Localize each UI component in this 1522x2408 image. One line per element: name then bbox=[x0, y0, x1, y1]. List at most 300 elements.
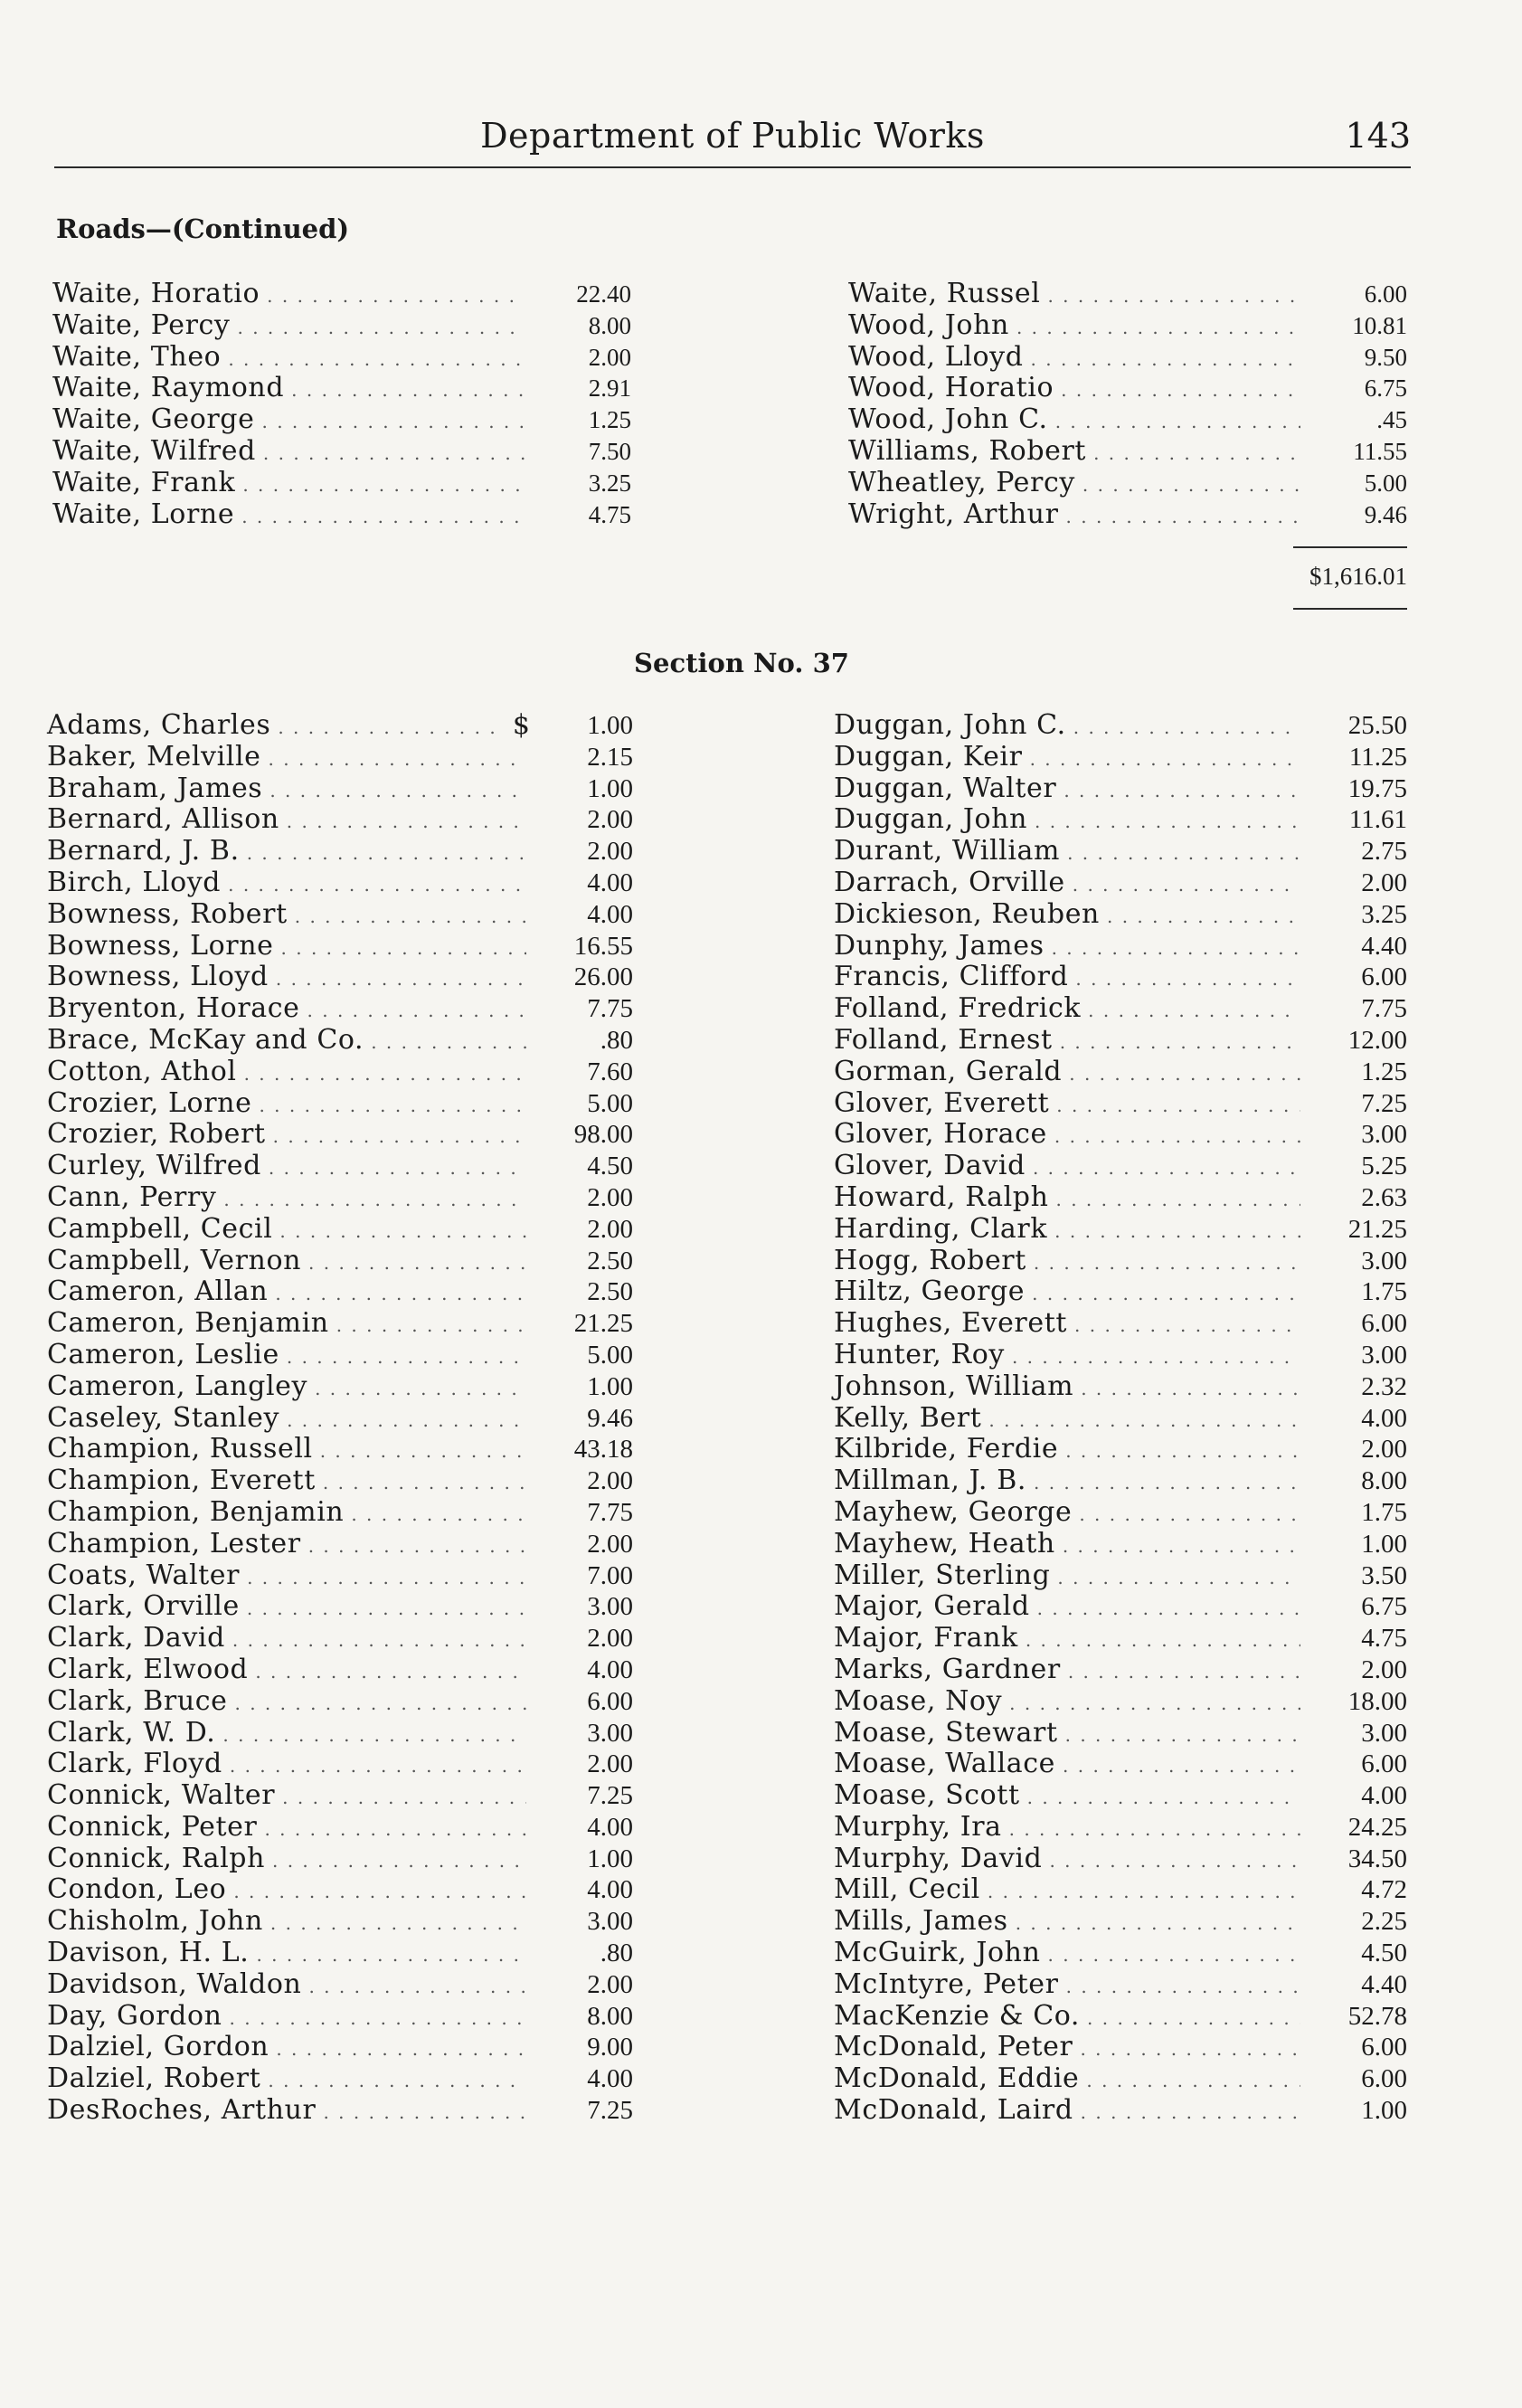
ledger-entry bbox=[834, 1497, 1407, 1529]
payee-name: Bowness, Lorne bbox=[47, 929, 274, 962]
payment-amount: 1.00 bbox=[1361, 1529, 1407, 1559]
ledger-entry bbox=[834, 1434, 1407, 1465]
payee-name: Cameron, Allan bbox=[47, 1275, 269, 1308]
ledger-entry bbox=[47, 1591, 633, 1623]
payment-amount: 2.00 bbox=[1361, 1654, 1407, 1684]
payee-name: Folland, Fredrick bbox=[834, 992, 1082, 1025]
ledger-entry bbox=[834, 1119, 1407, 1151]
dot-leader bbox=[256, 1939, 526, 1971]
payee-name: Major, Frank bbox=[834, 1622, 1018, 1654]
payment-amount: 6.75 bbox=[1364, 374, 1407, 403]
payment-amount: 4.00 bbox=[1361, 1781, 1407, 1811]
payee-name: Cameron, Langley bbox=[47, 1370, 308, 1402]
dot-leader bbox=[1027, 1782, 1300, 1814]
dot-leader bbox=[351, 1499, 526, 1531]
ledger-entry bbox=[47, 1686, 633, 1718]
payee-name: Braham, James bbox=[47, 772, 263, 804]
payment-amount: 3.00 bbox=[587, 1907, 633, 1937]
payment-amount: 7.25 bbox=[587, 1781, 633, 1811]
payment-amount: 4.00 bbox=[587, 1875, 633, 1905]
payment-amount: 22.40 bbox=[576, 280, 631, 308]
ledger-entry bbox=[47, 1214, 633, 1246]
payee-name: Clark, W. D. bbox=[47, 1716, 216, 1749]
payment-amount: 2.50 bbox=[587, 1277, 633, 1307]
dot-leader bbox=[282, 1782, 526, 1814]
payment-amount: 8.00 bbox=[587, 2001, 633, 2031]
ledger-entry bbox=[52, 342, 631, 374]
payment-amount: 1.25 bbox=[588, 406, 631, 434]
payee-name: Millman, J. B. bbox=[834, 1465, 1026, 1497]
payment-amount: 4.72 bbox=[1361, 1875, 1407, 1905]
payee-name: Gorman, Gerald bbox=[834, 1055, 1063, 1087]
dot-leader bbox=[1068, 1656, 1300, 1688]
ledger-entry bbox=[47, 1246, 633, 1277]
ledger-entry bbox=[834, 1057, 1407, 1088]
payee-name: Mills, James bbox=[834, 1905, 1008, 1938]
dot-leader bbox=[269, 744, 526, 775]
running-title: Department of Public Works bbox=[480, 116, 985, 156]
payee-name: Davison, H. L. bbox=[47, 1937, 250, 1969]
payee-name: Hogg, Robert bbox=[834, 1244, 1026, 1276]
payment-amount: 1.25 bbox=[1361, 1057, 1407, 1086]
payee-name: Condon, Leo bbox=[47, 1873, 227, 1906]
payee-name: Bowness, Robert bbox=[47, 897, 288, 930]
payee-name: Connick, Ralph bbox=[47, 1842, 265, 1874]
payee-name: Mill, Cecil bbox=[834, 1873, 980, 1906]
payment-amount: 6.00 bbox=[1361, 2064, 1407, 2094]
payment-amount: 25.50 bbox=[1347, 711, 1407, 740]
dot-leader bbox=[247, 1562, 526, 1594]
payment-amount: 3.00 bbox=[587, 1592, 633, 1622]
dot-leader bbox=[1031, 344, 1300, 375]
ledger-entry bbox=[834, 1749, 1407, 1780]
dot-leader bbox=[1047, 280, 1300, 312]
ledger-entry bbox=[47, 1276, 633, 1308]
payment-amount: 7.75 bbox=[587, 1497, 633, 1527]
section-37-heading: Section No. 37 bbox=[634, 648, 849, 678]
ledger-entry bbox=[47, 804, 633, 836]
ledger-entry bbox=[848, 310, 1407, 342]
payment-amount: 2.63 bbox=[1361, 1182, 1407, 1212]
ledger-entry bbox=[52, 310, 631, 342]
payment-amount: 4.00 bbox=[587, 867, 633, 897]
payee-name: Durant, William bbox=[834, 835, 1061, 867]
payee-name: Kelly, Bert bbox=[834, 1401, 982, 1434]
ledger-entry bbox=[834, 1276, 1407, 1308]
ledger-entry bbox=[47, 2032, 633, 2063]
dot-leader bbox=[1030, 744, 1300, 775]
ledger-entry bbox=[834, 1874, 1407, 1906]
payee-name: Clark, Floyd bbox=[47, 1748, 222, 1780]
payee-name: Folland, Ernest bbox=[834, 1023, 1053, 1056]
payee-name: Waite, Lorne bbox=[52, 498, 235, 530]
dot-leader bbox=[276, 2034, 526, 2065]
payment-amount: 2.00 bbox=[587, 805, 633, 835]
ledger-entry bbox=[848, 342, 1407, 374]
payee-name: Waite, Wilfred bbox=[52, 434, 256, 467]
payment-amount: .80 bbox=[600, 1025, 633, 1055]
ledger-entry bbox=[834, 710, 1407, 742]
dot-leader bbox=[295, 901, 526, 933]
payment-amount: 2.75 bbox=[1361, 837, 1407, 867]
payee-name: McDonald, Laird bbox=[834, 2094, 1073, 2127]
payment-amount: 2.00 bbox=[587, 1624, 633, 1654]
payee-name: Waite, Raymond bbox=[52, 372, 285, 404]
dot-leader bbox=[323, 2097, 526, 2128]
dot-leader bbox=[1035, 806, 1300, 838]
payment-amount: 52.78 bbox=[1347, 2001, 1407, 2031]
dot-leader bbox=[1061, 374, 1300, 406]
ledger-entry bbox=[834, 962, 1407, 993]
dot-leader bbox=[1063, 1750, 1300, 1782]
dot-leader bbox=[247, 838, 526, 869]
dot-leader bbox=[228, 344, 525, 375]
dot-leader bbox=[1075, 963, 1300, 995]
payee-name: Crozier, Lorne bbox=[47, 1086, 252, 1119]
ledger-entry bbox=[834, 2063, 1407, 2095]
payee-name: Connick, Peter bbox=[47, 1810, 258, 1843]
dot-leader bbox=[1073, 712, 1300, 744]
payment-amount: 1.00 bbox=[587, 1844, 633, 1873]
payee-name: Duggan, John bbox=[834, 803, 1027, 836]
payment-amount: 5.00 bbox=[1364, 469, 1407, 497]
ledger-entry bbox=[834, 773, 1407, 805]
payee-name: Cameron, Leslie bbox=[47, 1338, 279, 1370]
ledger-entry bbox=[47, 993, 633, 1025]
ledger-entry bbox=[47, 742, 633, 773]
ledger-entry bbox=[834, 2001, 1407, 2033]
ledger-entry bbox=[47, 1529, 633, 1560]
dot-leader bbox=[269, 1152, 526, 1184]
ledger-entry bbox=[52, 373, 631, 404]
payee-name: Waite, Horatio bbox=[52, 278, 260, 309]
ledger-entry bbox=[47, 836, 633, 867]
dot-leader bbox=[1057, 1562, 1300, 1594]
page-number: 143 bbox=[1345, 116, 1411, 156]
ledger-entry bbox=[834, 1591, 1407, 1623]
section-37-right-column bbox=[834, 710, 1407, 2127]
payee-name: Darrach, Orville bbox=[834, 866, 1065, 898]
payment-amount: 4.50 bbox=[1361, 1939, 1407, 1968]
ledger-entry bbox=[47, 1969, 633, 2001]
payee-name: Dalziel, Gordon bbox=[47, 2031, 269, 2063]
ledger-entry bbox=[47, 2095, 633, 2127]
payment-amount: 4.40 bbox=[1361, 931, 1407, 961]
ledger-entry bbox=[834, 1780, 1407, 1812]
ledger-entry bbox=[47, 710, 633, 742]
payment-amount: 2.00 bbox=[587, 837, 633, 867]
ledger-entry bbox=[834, 1088, 1407, 1120]
ledger-entry bbox=[47, 1057, 633, 1088]
payment-amount: 4.40 bbox=[1361, 1969, 1407, 1999]
payment-amount: 9.46 bbox=[1364, 500, 1407, 528]
payee-name: Waite, Frank bbox=[52, 466, 236, 498]
payee-name: Wood, Horatio bbox=[848, 372, 1054, 404]
dot-leader bbox=[1034, 1247, 1300, 1279]
payee-name: Glover, Horace bbox=[834, 1118, 1047, 1151]
payee-name: Kilbride, Ferdie bbox=[834, 1433, 1059, 1465]
ledger-entry bbox=[834, 836, 1407, 867]
payment-amount: 21.25 bbox=[573, 1309, 633, 1339]
payment-amount: 3.25 bbox=[1361, 899, 1407, 929]
dot-leader bbox=[222, 1720, 526, 1751]
dot-leader bbox=[1033, 1152, 1300, 1184]
dot-leader bbox=[1082, 469, 1300, 501]
payment-amount: 2.00 bbox=[587, 1214, 633, 1244]
dot-leader bbox=[988, 1405, 1300, 1436]
dot-leader bbox=[244, 1058, 526, 1090]
payment-amount: 4.00 bbox=[587, 1654, 633, 1684]
payee-name: Dunphy, James bbox=[834, 929, 1045, 962]
ledger-entry bbox=[834, 1812, 1407, 1844]
ledger-entry bbox=[834, 1340, 1407, 1371]
payee-name: DesRoches, Arthur bbox=[47, 2094, 317, 2127]
ledger-entry bbox=[848, 499, 1407, 531]
ledger-entry bbox=[47, 1938, 633, 1969]
ledger-entry bbox=[834, 1529, 1407, 1560]
payee-name: Campbell, Vernon bbox=[47, 1244, 302, 1276]
ledger-entry bbox=[834, 1182, 1407, 1214]
ledger-entry bbox=[47, 1308, 633, 1340]
payment-amount: 7.25 bbox=[587, 2096, 633, 2126]
dot-leader bbox=[273, 1121, 526, 1152]
dot-leader bbox=[1055, 406, 1300, 438]
ledger-entry bbox=[47, 1119, 633, 1151]
payment-amount: 7.75 bbox=[587, 994, 633, 1024]
payee-name: Waite, George bbox=[52, 403, 255, 436]
payment-amount: 2.00 bbox=[587, 1466, 633, 1496]
ledger-entry bbox=[47, 1465, 633, 1497]
dot-leader bbox=[1009, 1814, 1300, 1845]
payment-amount: 11.61 bbox=[1348, 805, 1407, 835]
payment-amount: 24.25 bbox=[1347, 1812, 1407, 1842]
payee-name: Champion, Everett bbox=[47, 1465, 316, 1497]
ledger-entry bbox=[47, 1340, 633, 1371]
payee-name: Williams, Robert bbox=[848, 434, 1087, 467]
ledger-entry bbox=[47, 1874, 633, 1906]
dot-leader bbox=[247, 1593, 526, 1625]
payee-name: McGuirk, John bbox=[834, 1937, 1041, 1969]
ledger-entry bbox=[47, 1025, 633, 1057]
payee-name: Johnson, William bbox=[834, 1370, 1074, 1402]
payee-name: Murphy, Ira bbox=[834, 1810, 1002, 1843]
ledger-entry bbox=[834, 1623, 1407, 1654]
dot-leader bbox=[1081, 2097, 1300, 2128]
dot-leader bbox=[1093, 438, 1300, 469]
dot-leader bbox=[291, 374, 525, 406]
payee-name: Francis, Clifford bbox=[834, 961, 1069, 993]
payee-name: Duggan, Walter bbox=[834, 772, 1057, 804]
ledger-entry bbox=[47, 1182, 633, 1214]
payee-name: Dickieson, Reuben bbox=[834, 897, 1100, 930]
payment-amount: 4.75 bbox=[588, 500, 631, 528]
payee-name: Birch, Lloyd bbox=[47, 866, 222, 898]
payee-name: Hunter, Roy bbox=[834, 1338, 1005, 1370]
payment-amount: 18.00 bbox=[1347, 1686, 1407, 1716]
ledger-entry bbox=[834, 1844, 1407, 1875]
ledger-entry bbox=[834, 1654, 1407, 1686]
dot-leader bbox=[1066, 1971, 1300, 2003]
payee-name: Moase, Noy bbox=[834, 1684, 1003, 1717]
roads-total: $1,616.01 bbox=[1309, 563, 1407, 590]
ledger-entry bbox=[834, 804, 1407, 836]
ledger-entry bbox=[47, 899, 633, 931]
dot-leader bbox=[261, 406, 525, 438]
payee-name: Harding, Clark bbox=[834, 1212, 1048, 1245]
ledger-entry bbox=[834, 867, 1407, 899]
payment-amount: 2.00 bbox=[588, 343, 631, 371]
dot-leader bbox=[1107, 901, 1300, 933]
payee-name: Champion, Russell bbox=[47, 1433, 313, 1465]
payment-amount: 7.60 bbox=[587, 1057, 633, 1086]
payment-amount: 12.00 bbox=[1347, 1025, 1407, 1055]
payee-name: Duggan, Keir bbox=[834, 740, 1023, 773]
payee-name: Miller, Sterling bbox=[834, 1559, 1051, 1591]
dot-leader bbox=[1069, 1058, 1300, 1090]
payment-amount: 1.75 bbox=[1361, 1497, 1407, 1527]
dot-leader bbox=[320, 1436, 526, 1467]
payment-amount: 4.00 bbox=[587, 899, 633, 929]
payee-name: Wright, Arthur bbox=[848, 498, 1059, 530]
dot-leader bbox=[1065, 1436, 1300, 1467]
ledger-entry bbox=[47, 1403, 633, 1435]
ledger-entry bbox=[848, 404, 1407, 436]
section-37-left-column bbox=[47, 710, 633, 2127]
payment-amount: 7.00 bbox=[587, 1560, 633, 1590]
payment-amount: 2.00 bbox=[587, 1182, 633, 1212]
payment-amount: 2.91 bbox=[588, 374, 631, 403]
payee-name: Cotton, Athol bbox=[47, 1055, 237, 1087]
ledger-entry bbox=[834, 1371, 1407, 1403]
payment-amount: 7.50 bbox=[588, 437, 631, 465]
payee-name: Brace, McKay and Co. bbox=[47, 1023, 364, 1056]
payment-amount: 2.50 bbox=[587, 1246, 633, 1275]
ledger-entry bbox=[834, 1560, 1407, 1592]
payee-name: McIntyre, Peter bbox=[834, 1967, 1059, 2000]
payment-amount: 2.00 bbox=[587, 1749, 633, 1779]
ledger-entry bbox=[47, 1844, 633, 1875]
dot-leader bbox=[1032, 1278, 1300, 1310]
payment-amount: 4.00 bbox=[587, 2064, 633, 2094]
dot-leader bbox=[1016, 312, 1300, 344]
total-rule-top bbox=[1293, 546, 1407, 548]
ledger-entry bbox=[834, 899, 1407, 931]
payment-amount: 9.50 bbox=[1364, 343, 1407, 371]
dot-leader bbox=[308, 1247, 526, 1279]
payment-amount: 5.00 bbox=[587, 1088, 633, 1118]
payee-name: Adams, Charles bbox=[47, 709, 271, 741]
dot-leader bbox=[1049, 1845, 1300, 1877]
ledger-entry bbox=[47, 2001, 633, 2033]
dot-leader bbox=[1066, 501, 1300, 533]
payment-amount: 3.25 bbox=[588, 469, 631, 497]
ledger-entry bbox=[834, 1969, 1407, 2001]
payee-name: Bowness, Lloyd bbox=[47, 961, 269, 993]
payee-name: Wood, Lloyd bbox=[848, 340, 1024, 373]
payee-name: Clark, David bbox=[47, 1622, 225, 1654]
ledger-entry bbox=[834, 2032, 1407, 2063]
payee-name: Baker, Melville bbox=[47, 740, 261, 773]
payment-amount: 3.00 bbox=[587, 1718, 633, 1748]
ledger-entry bbox=[834, 1718, 1407, 1749]
payment-amount: 2.00 bbox=[587, 1969, 633, 1999]
payment-amount: 8.00 bbox=[588, 311, 631, 339]
dot-leader bbox=[272, 1845, 526, 1877]
dot-leader bbox=[232, 1625, 526, 1656]
payee-name: Waite, Percy bbox=[52, 308, 231, 341]
payment-amount: 1.00 bbox=[587, 1371, 633, 1401]
dot-leader bbox=[1074, 1310, 1300, 1341]
dot-leader bbox=[1037, 1593, 1300, 1625]
dot-leader bbox=[308, 1531, 526, 1562]
ledger-entry bbox=[47, 1088, 633, 1120]
dot-leader bbox=[1026, 1625, 1300, 1656]
payment-amount: 19.75 bbox=[1347, 773, 1407, 803]
payment-amount: 10.81 bbox=[1352, 311, 1407, 339]
dot-leader bbox=[1088, 995, 1300, 1027]
dot-leader bbox=[255, 1656, 526, 1688]
payee-name: Clark, Elwood bbox=[47, 1653, 249, 1685]
roads-heading: Roads—(Continued) bbox=[56, 213, 350, 244]
payee-name: Bernard, J. B. bbox=[47, 835, 240, 867]
ledger-entry bbox=[834, 1403, 1407, 1435]
ledger-entry bbox=[47, 2063, 633, 2095]
payment-amount: 4.00 bbox=[587, 1812, 633, 1842]
ledger-entry bbox=[52, 436, 631, 468]
ledger-entry bbox=[47, 1718, 633, 1749]
dot-leader bbox=[269, 775, 526, 807]
payment-amount: 1.75 bbox=[1361, 1277, 1407, 1307]
dot-leader bbox=[1067, 838, 1300, 869]
payment-amount: 6.00 bbox=[1364, 280, 1407, 308]
dot-leader bbox=[1079, 1499, 1300, 1531]
payee-name: Crozier, Robert bbox=[47, 1118, 266, 1151]
payee-name: Wheatley, Percy bbox=[848, 466, 1075, 498]
ledger-entry bbox=[834, 1151, 1407, 1182]
ledger-entry bbox=[834, 1938, 1407, 1969]
payee-name: Chisholm, John bbox=[47, 1905, 263, 1938]
payee-name: Davidson, Waldon bbox=[47, 1967, 302, 2000]
dot-leader bbox=[278, 712, 506, 744]
payee-name: Howard, Ralph bbox=[834, 1180, 1049, 1213]
dot-leader bbox=[1080, 2034, 1300, 2065]
ledger-entry bbox=[834, 1686, 1407, 1718]
payee-name: Moase, Wallace bbox=[834, 1748, 1056, 1780]
ledger-entry bbox=[834, 1906, 1407, 1938]
dot-leader bbox=[371, 1027, 526, 1058]
payment-amount: 16.55 bbox=[573, 931, 633, 961]
payee-name: Moase, Scott bbox=[834, 1779, 1020, 1812]
payee-name: Coats, Walter bbox=[47, 1559, 241, 1591]
dot-leader bbox=[1073, 869, 1300, 901]
ledger-entry bbox=[834, 931, 1407, 962]
payee-name: Champion, Lester bbox=[47, 1527, 301, 1560]
ledger-entry bbox=[834, 742, 1407, 773]
dot-leader bbox=[267, 280, 525, 312]
payee-name: Clark, Orville bbox=[47, 1590, 240, 1623]
dot-leader bbox=[287, 806, 526, 838]
ledger-entry bbox=[52, 499, 631, 531]
payment-amount: 2.15 bbox=[587, 742, 633, 772]
payment-amount: 4.75 bbox=[1361, 1624, 1407, 1654]
ledger-entry bbox=[848, 279, 1407, 310]
payee-name: MacKenzie & Co. bbox=[834, 1999, 1081, 2032]
payment-amount: .80 bbox=[600, 1939, 633, 1968]
payment-amount: 3.00 bbox=[1361, 1246, 1407, 1275]
payment-amount: 8.00 bbox=[1361, 1466, 1407, 1496]
payment-amount: 98.00 bbox=[573, 1120, 633, 1150]
payment-amount: 1.00 bbox=[1361, 2096, 1407, 2126]
